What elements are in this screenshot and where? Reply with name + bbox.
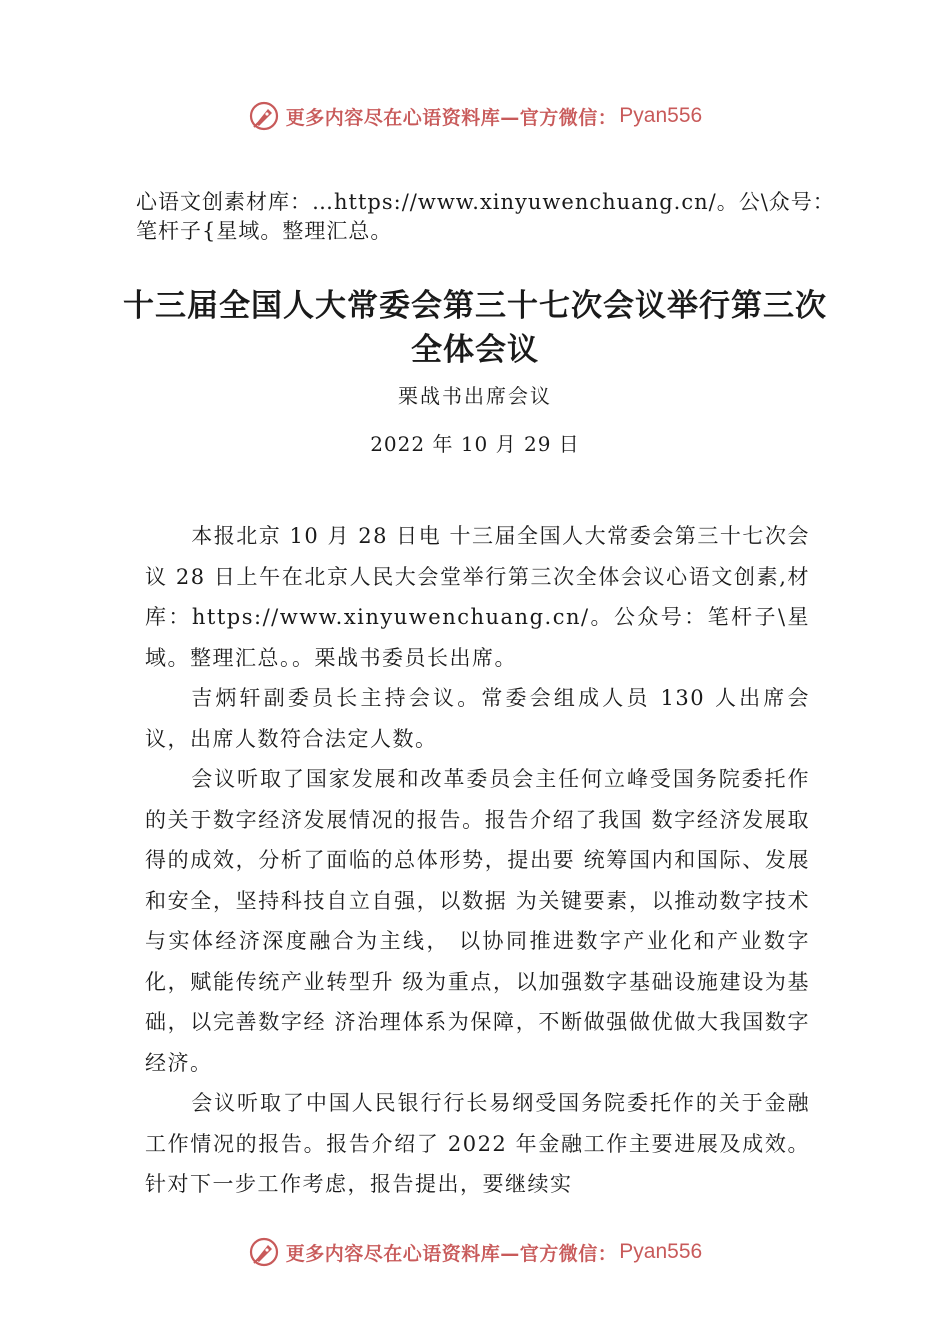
article-body xyxy=(145,516,810,1205)
banner-promo-text: 更多内容尽在心语资料库—官方微信： xyxy=(285,1242,618,1265)
pen-nib-logo-icon xyxy=(248,1236,280,1268)
article-subtitle: 栗战书出席会议 xyxy=(398,384,552,408)
article-date: 2022 年 10 月 29 日 xyxy=(370,432,580,456)
source-note: 心语文创素材库：…https://www.xinyuwenchuang.cn/。公\众号：笔杆子{星域。整理汇总。 xyxy=(136,190,835,243)
pen-nib-logo-icon xyxy=(248,100,280,132)
banner-promo-text: 更多内容尽在心语资料库—官方微信： xyxy=(285,106,618,129)
paragraph: 吉炳轩副委员长主持会议。常委会组成人员 130 人出席会议，出席人数符合法定人数。 xyxy=(145,686,810,751)
banner-wechat-handle: Pyan556 xyxy=(619,104,703,127)
header-banner xyxy=(0,94,950,138)
footer-banner xyxy=(0,1230,950,1274)
paragraph: 本报北京 10 月 28 日电 十三届全国人大常委会第三十七次会议 28 日上午在北京人民大会堂举行第三次全体会议心语文创素,材库：https://www.xinyuwenchuang.cn/。公众号：笔杆子\星域。整理汇总。。栗战书委员长出席。 xyxy=(145,524,810,670)
paragraph: 会议听取了国家发展和改革委员会主任何立峰受国务院委托作的关于数字经济发展情况的报告。报告介绍了我国 数字经济发展取得的成效，分析了面临的总体形势，提出要 统筹国内和国际、发展和安全，坚持科技自立自强，以数据 为关键要素，以推动数字技术与实体经济深度融合为主线， 以协同推进数字产业化和产业数字化，赋能传统产业转型升 级为重点，以加强数字基础设施建设为基础，以完善数字经 济治理体系为保障，不断做强做优做大我国数字经济。 xyxy=(145,767,810,1075)
banner-wechat-handle: Pyan556 xyxy=(619,1240,703,1263)
paragraph: 会议听取了中国人民银行行长易纲受国务院委托作的关于金融工作情况的报告。报告介绍了 2022 年金融工作主要进展及成效。针对下一步工作考虑，报告提出，要继续实 xyxy=(145,1091,810,1196)
article-title: 十三届全国人大常委会第三十七次会议举行第三次全体会议 xyxy=(123,288,827,368)
